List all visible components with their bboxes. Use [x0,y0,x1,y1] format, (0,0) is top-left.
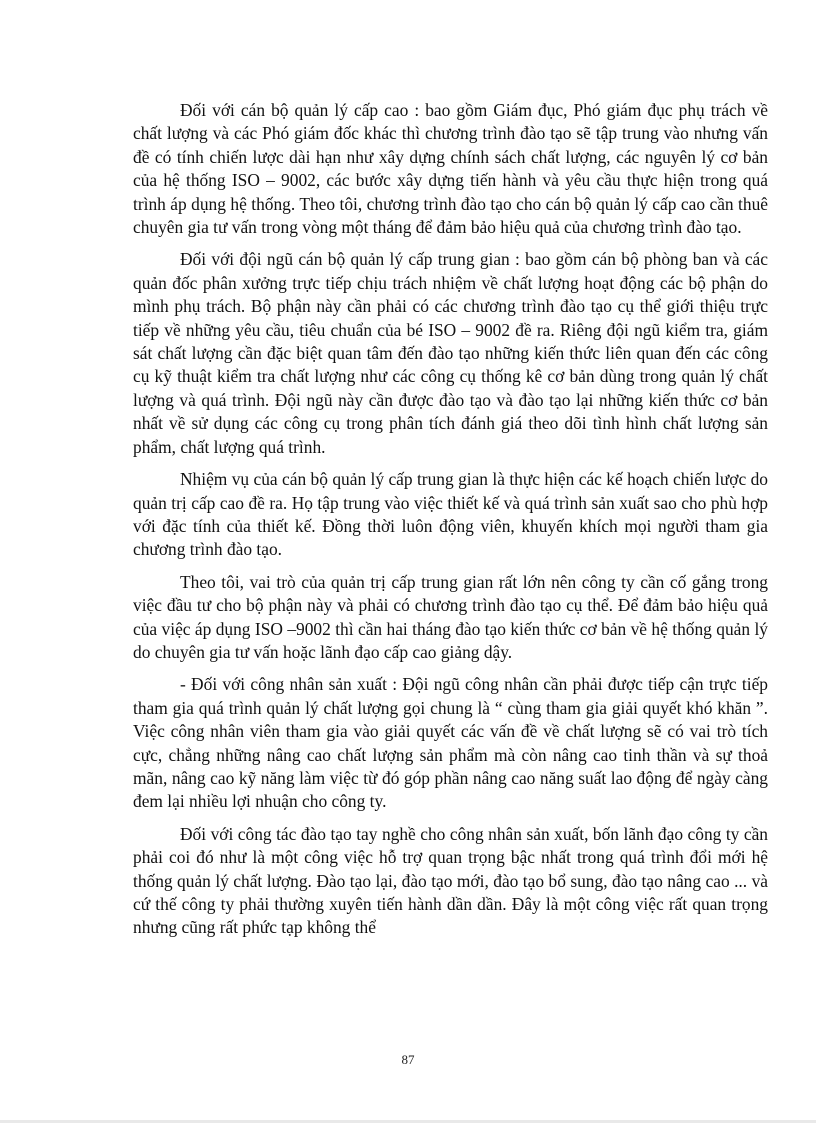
page-number: 87 [401,1052,415,1067]
paragraph-middle-management-role: Theo tôi, vai trò của quản trị cấp trung gian rất lớn nên công ty cần cố gắng trong việc đầu tư cho bộ phận này và phải có chương trình đào tạo cụ thể. Để đảm bảo hiệu quả của việc áp dụng ISO –9002 thì cần hai tháng đào tạo kiến thức cơ bản về hệ thống quản lý do chuyên gia tư vấn hoặc lãnh đạo cấp cao giảng dậy. [133,571,768,662]
paragraph-production-workers: - Đối với công nhân sản xuất : Đội ngũ công nhân cần phải được tiếp cận trực tiếp tham gia quá trình quản lý chất lượng gọi chung là “ cùng tham gia giải quyết khó khăn ”. Việc công nhân viên tham gia vào giải quyết các vấn đề về chất lượng sẽ có vai trò tích cực, chẳng những nâng cao chất lượng sản phẩm mà còn nâng cao tinh thần và sự thoả mãn, nâng cao kỹ năng làm việc từ đó góp phần nâng cao năng suất lao động để ngày càng đem lại nhiều lợi nhuận cho công ty. [133,674,768,812]
document-body [133,99,768,949]
paragraph-middle-management-duties: Nhiệm vụ của cán bộ quản lý cấp trung gian là thực hiện các kế hoạch chiến lược do quản trị cấp cao đề ra. Họ tập trung vào việc thiết kế và quá trình sản xuất sao cho phù hợp với đặc tính của thiết kế. Đồng thời luôn động viên, khuyến khích mọi người tham gia chương trình đào tạo. [133,469,768,560]
paragraph-senior-management: Đối với cán bộ quản lý cấp cao : bao gồm Giám đục, Phó giám đục phụ trách về chất lượng và các Phó giám đốc khác thì chương trình đào tạo sẽ tập trung vào nhưng vấn đề có tính chiến lược dài hạn như xây dựng chính sách chất lượng, các nguyên lý cơ bản của hệ thống ISO – 9002, các bước xây dựng tiến hành và yêu cầu thực hiện trong quá trình áp dụng hệ thống. Theo tôi, chương trình đào tạo cho cán bộ quản lý cấp cao cần thuê chuyên gia tư vấn trong vòng một tháng để đảm bảo hiệu quả của chương trình đào tạo. [133,100,768,238]
paragraph-middle-management: Đối với đội ngũ cán bộ quản lý cấp trung gian : bao gồm cán bộ phòng ban và các quản đốc phân xưởng trực tiếp chịu trách nhiệm về chất lượng hoạt động các bộ phận do mình phụ trách. Bộ phận này cần phải có các chương trình đào tạo cụ thể giới thiệu trực tiếp về những yêu cầu, tiêu chuẩn của bé ISO – 9002 đề ra. Riêng đội ngũ kiểm tra, giám sát chất lượng cần đặc biệt quan tâm đến đào tạo những kiến thức liên quan đến các công cụ kỹ thuật kiểm tra chất lượng như các công cụ thống kê cơ bản dùng trong quản lý chất lượng và quá trình. Đội ngũ này cần được đào tạo và đào tạo lại những kiến thức cơ bản nhất về sử dụng các công cụ trong phân tích đánh giá theo dõi tình hình chất lượng sản phẩm, chất lượng quá trình. [133,249,768,457]
paragraph-skills-training: Đối với công tác đào tạo tay nghề cho công nhân sản xuất, bốn lãnh đạo công ty cần phải coi đó như là một công việc hỗ trợ quan trọng bậc nhất trong quá trình đổi mới hệ thống quản lý chất lượng. Đào tạo lại, đào tạo mới, đào tạo bổ sung, đào tạo nâng cao ... và cứ thế công ty phải thường xuyên tiến hành dần dần. Đây là một công việc rất quan trọng nhưng cũng rất phức tạp không thể [133,823,768,938]
